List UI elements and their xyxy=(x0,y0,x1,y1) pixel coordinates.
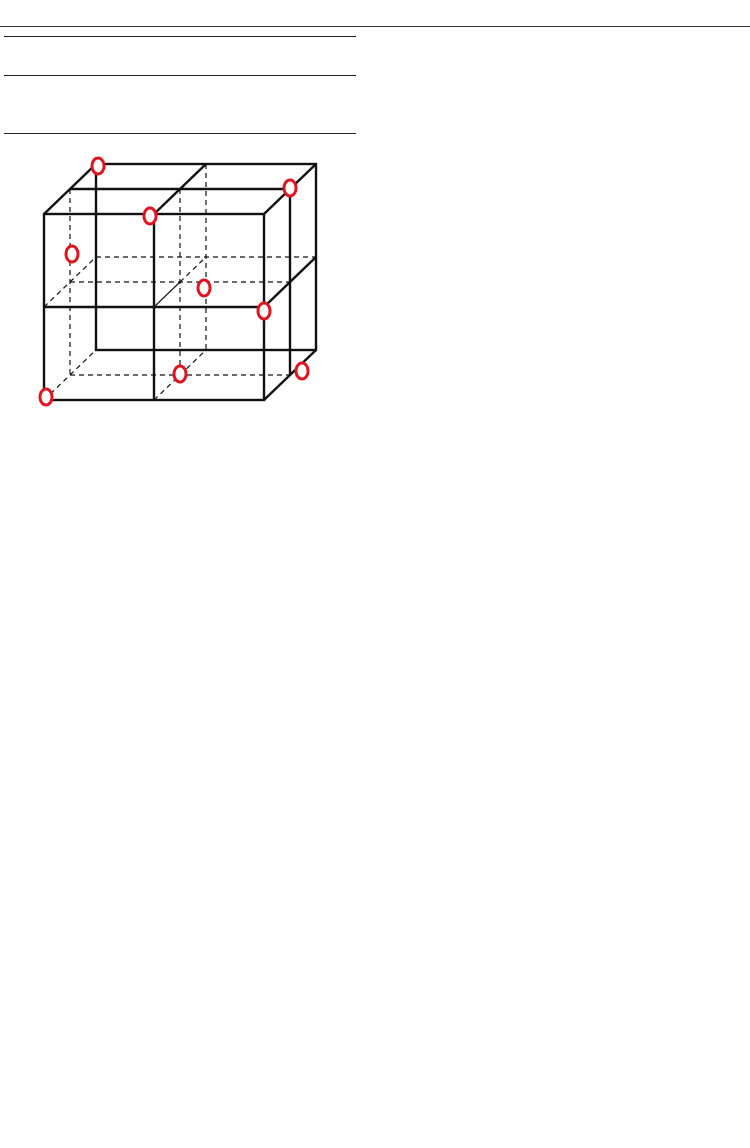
figure-5-simulation xyxy=(428,98,708,398)
right-column xyxy=(392,34,744,408)
table-level-1 xyxy=(154,56,221,76)
table-cell xyxy=(221,114,288,134)
table-row xyxy=(4,114,356,134)
left-column xyxy=(4,34,356,413)
table-header-level xyxy=(154,37,356,57)
table-cell xyxy=(154,114,221,134)
table-cell xyxy=(4,76,154,96)
table-row xyxy=(4,95,356,114)
table-cell xyxy=(289,114,356,134)
factors-level-table xyxy=(4,36,356,134)
table-header-factor xyxy=(4,37,154,76)
figure-4-cube xyxy=(4,144,356,409)
table-cell xyxy=(154,76,221,96)
page-header xyxy=(0,0,750,27)
table-row xyxy=(4,76,356,96)
table-cell xyxy=(289,76,356,96)
simulation-grid xyxy=(428,98,708,396)
section-heading xyxy=(392,40,744,76)
table-cell xyxy=(289,95,356,114)
table-level-2 xyxy=(221,56,288,76)
cube-diagram xyxy=(4,144,356,409)
table-cell xyxy=(221,95,288,114)
table-cell xyxy=(4,95,154,114)
table-cell xyxy=(221,76,288,96)
table-cell xyxy=(4,114,154,134)
table-level-3 xyxy=(289,56,356,76)
table-cell xyxy=(154,95,221,114)
